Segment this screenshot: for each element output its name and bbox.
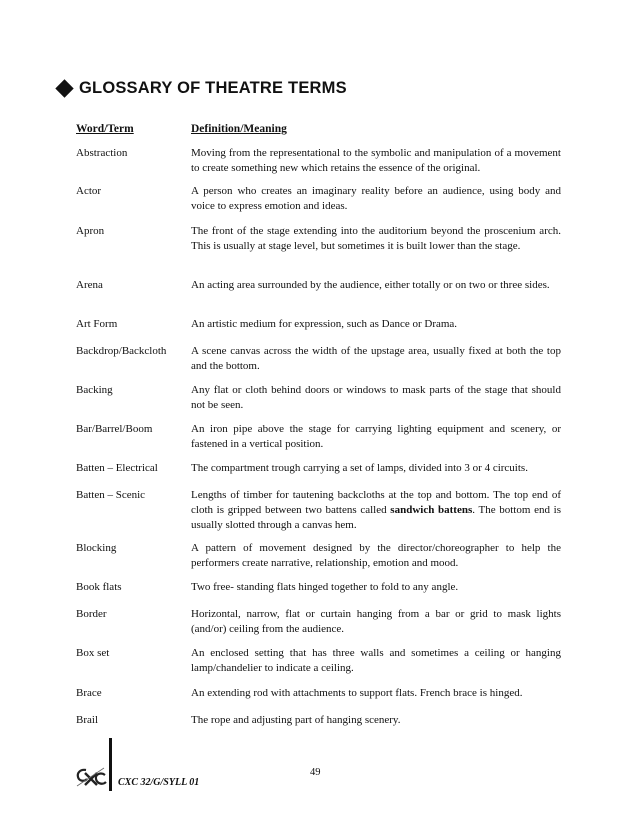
entry-definition: A pattern of movement designed by the director/choreographer to help the performers create narrative, relationship, emotion and mood. bbox=[191, 542, 561, 569]
page-title: GLOSSARY OF THEATRE TERMS bbox=[79, 78, 347, 97]
entry-definition: Two free- standing flats hinged together to fold to any angle. bbox=[191, 581, 459, 593]
entry-definition bbox=[191, 488, 561, 533]
definition-text: Lengths of timber for tautening backcloths at the top and bottom. The top end of cloth is gripped between two battens called bbox=[191, 489, 561, 516]
entry-term: Bar/Barrel/Boom bbox=[76, 423, 153, 435]
entry-term: Art Form bbox=[76, 318, 118, 330]
entry-definition: An enclosed setting that has three walls and sometimes a ceiling or hanging lamp/chandelier to indicate a ceiling. bbox=[191, 647, 561, 674]
diamond-bullet-icon bbox=[55, 79, 73, 97]
entry-definition: A person who creates an imaginary reality before an audience, using body and voice to express emotion and ideas. bbox=[191, 185, 561, 212]
entry-definition: An extending rod with attachments to support flats. French brace is hinged. bbox=[191, 687, 523, 699]
entry-term: Brace bbox=[76, 687, 102, 699]
cxc-logo-icon bbox=[74, 764, 108, 790]
entry-term: Backdrop/Backcloth bbox=[76, 345, 167, 357]
entry-term: Arena bbox=[76, 279, 103, 291]
entry-definition: A scene canvas across the width of the upstage area, usually fixed at both the top and the bottom. bbox=[191, 345, 561, 372]
entry-term: Backing bbox=[76, 384, 113, 396]
column-header-definition: Definition/Meaning bbox=[191, 123, 287, 135]
entry-definition: An iron pipe above the stage for carrying lighting equipment and scenery, or fastened in a vertical position. bbox=[191, 423, 561, 450]
page-number: 49 bbox=[310, 767, 321, 778]
entry-definition: Moving from the representational to the symbolic and manipulation of a movement to create something new which retains the essence of the original. bbox=[191, 147, 561, 174]
entry-definition: The rope and adjusting part of hanging scenery. bbox=[191, 714, 401, 726]
entry-term: Abstraction bbox=[76, 147, 128, 159]
entry-term: Book flats bbox=[76, 581, 122, 593]
entry-definition: Horizontal, narrow, flat or curtain hanging from a bar or grid to mask lights (and/or) ceiling from the audience. bbox=[191, 608, 561, 635]
definition-bold-term: sandwich battens bbox=[390, 504, 473, 516]
entry-definition: An artistic medium for expression, such as Dance or Drama. bbox=[191, 318, 458, 330]
entry-term: Actor bbox=[76, 185, 102, 197]
entry-term: Box set bbox=[76, 647, 110, 659]
glossary-heading bbox=[55, 76, 347, 100]
entry-term: Apron bbox=[76, 225, 105, 237]
entry-definition: The front of the stage extending into the auditorium beyond the proscenium arch. This is usually at stage level, but sometimes it is built lower than the stage. bbox=[191, 225, 561, 252]
entry-definition: Any flat or cloth behind doors or windows to mask parts of the stage that should not be seen. bbox=[191, 384, 561, 411]
entry-definition: The compartment trough carrying a set of lamps, divided into 3 or 4 circuits. bbox=[191, 462, 528, 474]
entry-term: Brail bbox=[76, 714, 98, 726]
syllabus-code: CXC 32/G/SYLL 01 bbox=[118, 777, 200, 788]
entry-definition: An acting area surrounded by the audience, either totally or on two or three sides. bbox=[191, 279, 550, 291]
column-header-term: Word/Term bbox=[76, 123, 134, 135]
entry-term: Blocking bbox=[76, 542, 117, 554]
definition-text: . The bottom end is usually slotted through a canvas hem. bbox=[191, 504, 562, 531]
entry-term: Batten – Electrical bbox=[76, 462, 158, 474]
entry-term: Border bbox=[76, 608, 107, 620]
entry-term: Batten – Scenic bbox=[76, 489, 146, 501]
footer-divider bbox=[109, 738, 112, 791]
